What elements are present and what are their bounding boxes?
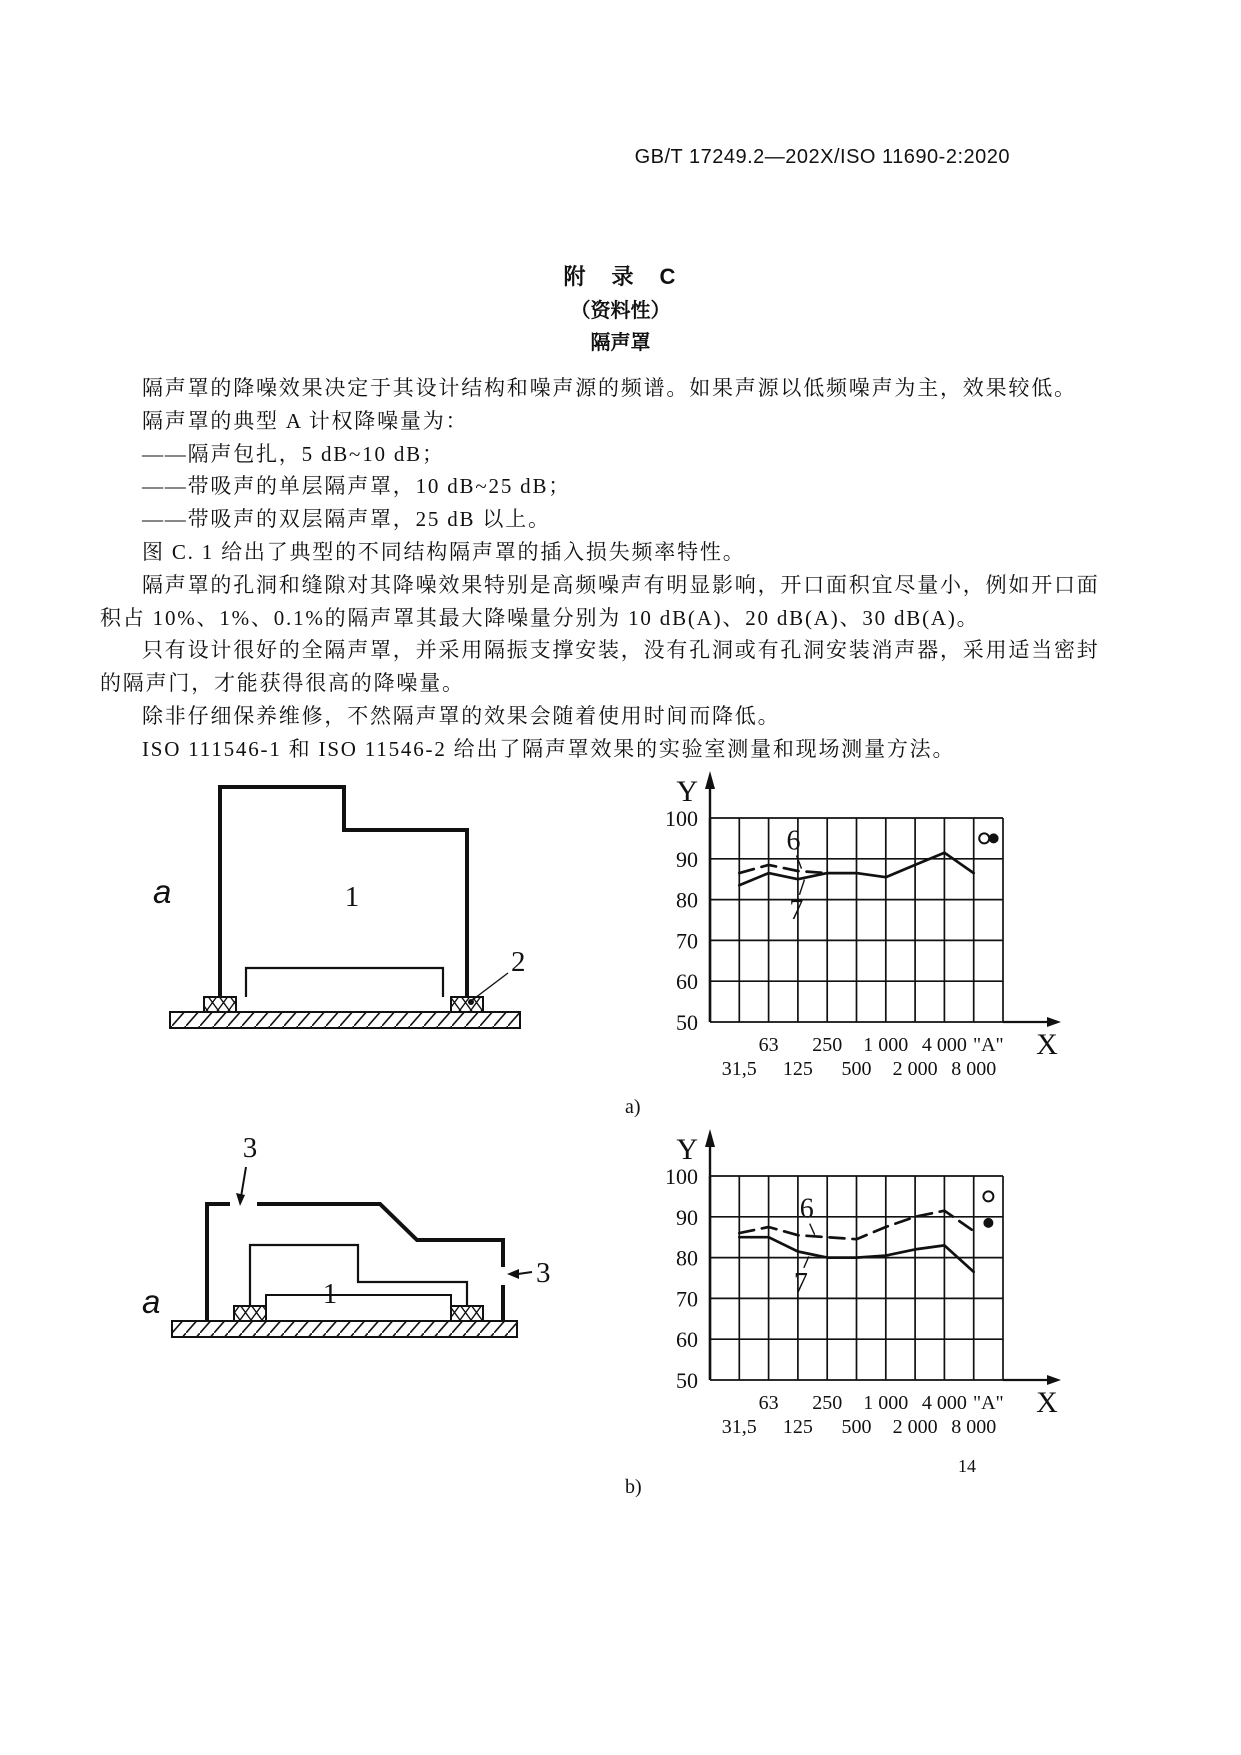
seal-label: 2 [511, 946, 526, 978]
y-tick-label: 90 [676, 846, 698, 872]
series-label-6: 6 [799, 1193, 814, 1225]
opening-top-arrow [241, 1167, 246, 1197]
x-axis-arrowhead [1047, 1017, 1061, 1027]
figure-sublabel-a: a) [625, 1096, 641, 1118]
y-tick-label: 50 [676, 1010, 698, 1035]
standard-code: GB/T 17249.2—202X/ISO 11690-2:2020 [634, 146, 1010, 168]
body-paragraph: 除非仔细保养维修，不然隔声罩的效果会随着使用时间而降低。 [142, 703, 781, 728]
series-label-7: 7 [793, 1267, 808, 1299]
x-tick-label: 500 [841, 1416, 872, 1438]
y-tick-label: 90 [676, 1204, 698, 1230]
body-paragraph: 隔声罩的典型 A 计权降噪量为： [142, 408, 469, 433]
x-tick-label: 500 [841, 1058, 872, 1080]
opening-label-top: 3 [242, 1132, 258, 1164]
body-paragraph: 隔声罩的孔洞和缝隙对其降噪效果特别是高频噪声有明显影响，开口面积宜尽量小，例如开口面积占 10%、1%、0.1%的隔声罩其最大降噪量分别为 10 dB(A)、20 dB(A)、30 dB(A)。 [100, 572, 1100, 630]
body-paragraph: 隔声罩的降噪效果决定于其设计结构和噪声源的频谱。如果声源以低频噪声为主，效果较低。 [142, 376, 1077, 400]
machine-label: 1 [322, 1278, 338, 1310]
x-tick-label: 31,5 [721, 1416, 757, 1438]
x-tick-label: 1 000 [863, 1392, 909, 1414]
open-circle [979, 833, 989, 843]
series-label-leader [799, 880, 804, 895]
enclosure-outline [220, 787, 467, 997]
x-tick-label: 63 [758, 1034, 779, 1056]
y-tick-label: 100 [665, 806, 698, 831]
leader-dot [468, 999, 474, 1005]
filled-circle [983, 1218, 993, 1228]
enclosure-outline [207, 1204, 503, 1321]
body-paragraph: 图 C. 1 给出了典型的不同结构隔声罩的插入损失频率特性。 [142, 539, 746, 564]
open-circle [983, 1191, 993, 1201]
mount-right [451, 1306, 483, 1321]
figure-chart-b [615, 1123, 1075, 1463]
dimension-label: a [153, 873, 172, 910]
machine-base [246, 968, 443, 997]
series-curve-6 [739, 865, 827, 873]
body-paragraph: ISO 111546-1 和 ISO 11546-2 给出了隔声罩效果的实验室测量和现场测量方法。 [142, 736, 956, 761]
y-tick-label: 60 [676, 1327, 698, 1353]
y-tick-label: 70 [676, 1286, 698, 1312]
y-tick-label: 80 [676, 887, 698, 913]
appendix-subject: 隔声罩 [590, 332, 651, 354]
x-tick-label: 2 000 [892, 1058, 938, 1080]
ground [172, 1321, 517, 1337]
body-paragraph: 只有设计很好的全隔声罩，并采用隔振支撑安装，没有孔洞或有孔洞安装消声器，采用适当密封的隔声门，才能获得很高的降噪量。 [100, 638, 1100, 696]
opening-top-arrowhead [236, 1193, 245, 1206]
body-paragraph: ——带吸声的单层隔声罩，10 dB~25 dB； [142, 474, 572, 499]
x-tick-label: 4 000 [921, 1034, 967, 1056]
y-axis-label: Y [676, 1133, 698, 1166]
seal-label-leader [471, 973, 508, 1001]
dimension-label: a [142, 1283, 161, 1320]
x-tick-label-a: "A" [972, 1392, 1004, 1414]
machine-base [266, 1295, 451, 1306]
figure-diagram-b [130, 1125, 570, 1350]
opening-right-arrowhead [507, 1269, 519, 1279]
figure-chart-a [615, 765, 1075, 1105]
y-axis-label: Y [676, 775, 698, 808]
x-axis-arrowhead [1047, 1375, 1061, 1385]
x-axis-label: X [1036, 1386, 1058, 1419]
seal-left [204, 997, 236, 1012]
appendix-title: 附 录 C [563, 264, 678, 289]
x-tick-label: 125 [782, 1416, 813, 1438]
filled-circle [989, 833, 999, 843]
x-tick-label: 31,5 [721, 1058, 757, 1080]
series-label-leader [810, 1224, 815, 1235]
series-label-6: 6 [786, 825, 801, 857]
x-tick-label: 4 000 [921, 1392, 967, 1414]
opening-label-right: 3 [536, 1257, 551, 1289]
body-paragraph: ——带吸声的双层隔声罩，25 dB 以上。 [142, 507, 551, 532]
appendix-type: （资料性） [570, 300, 671, 322]
machine-outline [250, 1245, 467, 1306]
body-text [100, 372, 1120, 766]
y-tick-label: 100 [665, 1164, 698, 1189]
x-tick-label: 125 [782, 1058, 813, 1080]
series-label-7: 7 [789, 894, 804, 926]
opening-right-arrow [518, 1272, 532, 1274]
page-number: 14 [958, 1456, 976, 1476]
x-tick-label: 63 [758, 1392, 779, 1414]
x-tick-label: 250 [812, 1034, 843, 1056]
body-paragraph: ——隔声包扎，5 dB~10 dB； [142, 441, 445, 466]
x-tick-label: 8 000 [951, 1416, 997, 1438]
x-tick-label: 8 000 [951, 1058, 997, 1080]
figure-diagram-a [130, 770, 560, 1040]
x-tick-label: 2 000 [892, 1416, 938, 1438]
y-axis-arrowhead [705, 771, 715, 789]
y-tick-label: 50 [676, 1368, 698, 1393]
machine-label: 1 [344, 881, 360, 913]
figure-sublabel-b: b) [625, 1476, 642, 1498]
x-tick-label: 250 [812, 1392, 843, 1414]
x-tick-label-a: "A" [972, 1034, 1004, 1056]
y-axis-arrowhead [705, 1129, 715, 1147]
y-tick-label: 70 [676, 928, 698, 954]
seal-right [451, 997, 483, 1012]
x-tick-label: 1 000 [863, 1034, 909, 1056]
ground [170, 1012, 520, 1028]
y-tick-label: 80 [676, 1245, 698, 1271]
x-axis-label: X [1036, 1028, 1058, 1061]
y-tick-label: 60 [676, 969, 698, 995]
mount-left [234, 1306, 266, 1321]
